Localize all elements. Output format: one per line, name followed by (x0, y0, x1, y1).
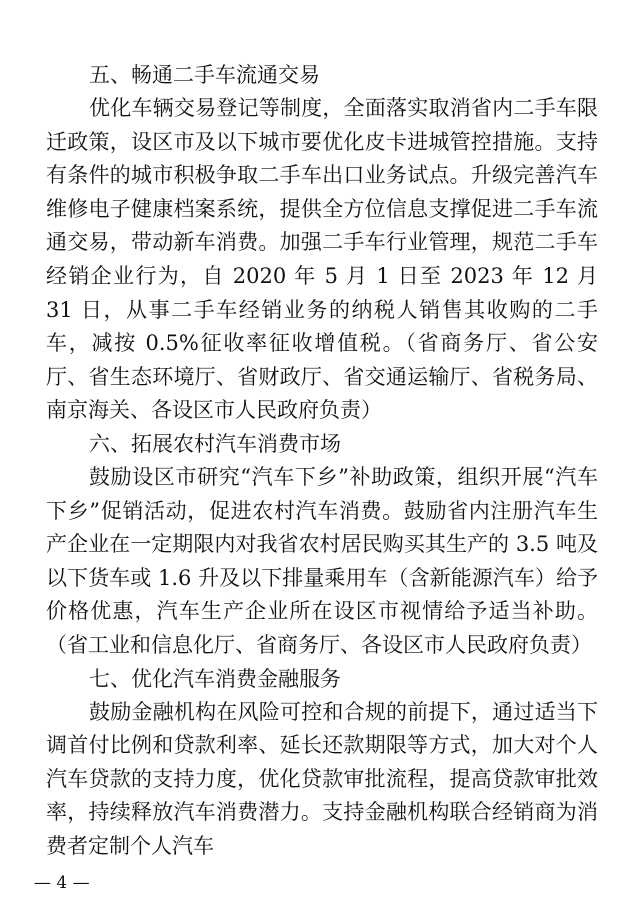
document-body (46, 59, 598, 863)
section-heading-7: 七、优化汽车消费金融服务 (89, 666, 341, 691)
section-paragraph-5: 优化车辆交易登记等制度，全面落实取消省内二手车限迁政策，设区市及以下城市要优化皮卡进城管控措施。支持有条件的城市积极争取二手车出口业务试点。升级完善汽车维修电子健康档案系统，提供全方位信息支撑促进二手车流通交易，带动新车消费。加强二手车行业管理，规范二手车经销企业行为，自 2020 年 5 月 1 日至 2023 年 12 月 31 日，从事二手车经销业务的纳税人销售其收购的二手车，减按 0.5%征收率征收增值税。（省商务厅、省公安厅、省生态环境厅、省财政厅、省交通运输厅、省税务局、南京海关、各设区市人民政府负责） (46, 96, 598, 423)
section-heading-6: 六、拓展农村汽车消费市场 (89, 431, 341, 456)
page-number: — 4 — (34, 873, 90, 893)
section-paragraph-6: 鼓励设区市研究“汽车下乡”补助政策，组织开展“汽车下乡”促销活动，促进农村汽车消费。鼓励省内注册汽车生产企业在一定期限内对我省农村居民购买其生产的 3.5 吨及以下货车或 1.6 升及以下排量乘用车（含新能源汽车）给予价格优惠，汽车生产企业所在设区市视情给予适当补助。（省工业和信息化厅、省商务厅、各设区市人民政府负责） (46, 464, 598, 657)
section-heading-5: 五、畅通二手车流通交易 (89, 63, 320, 87)
section-paragraph-7: 鼓励金融机构在风险可控和合规的前提下，通过适当下调首付比例和贷款利率、延长还款期限等方式，加大对个人汽车贷款的支持力度，优化贷款审批流程，提高贷款审批效率，持续释放汽车消费潜力。支持金融机构联合经销商为消费者定制个人汽车 (46, 699, 598, 858)
